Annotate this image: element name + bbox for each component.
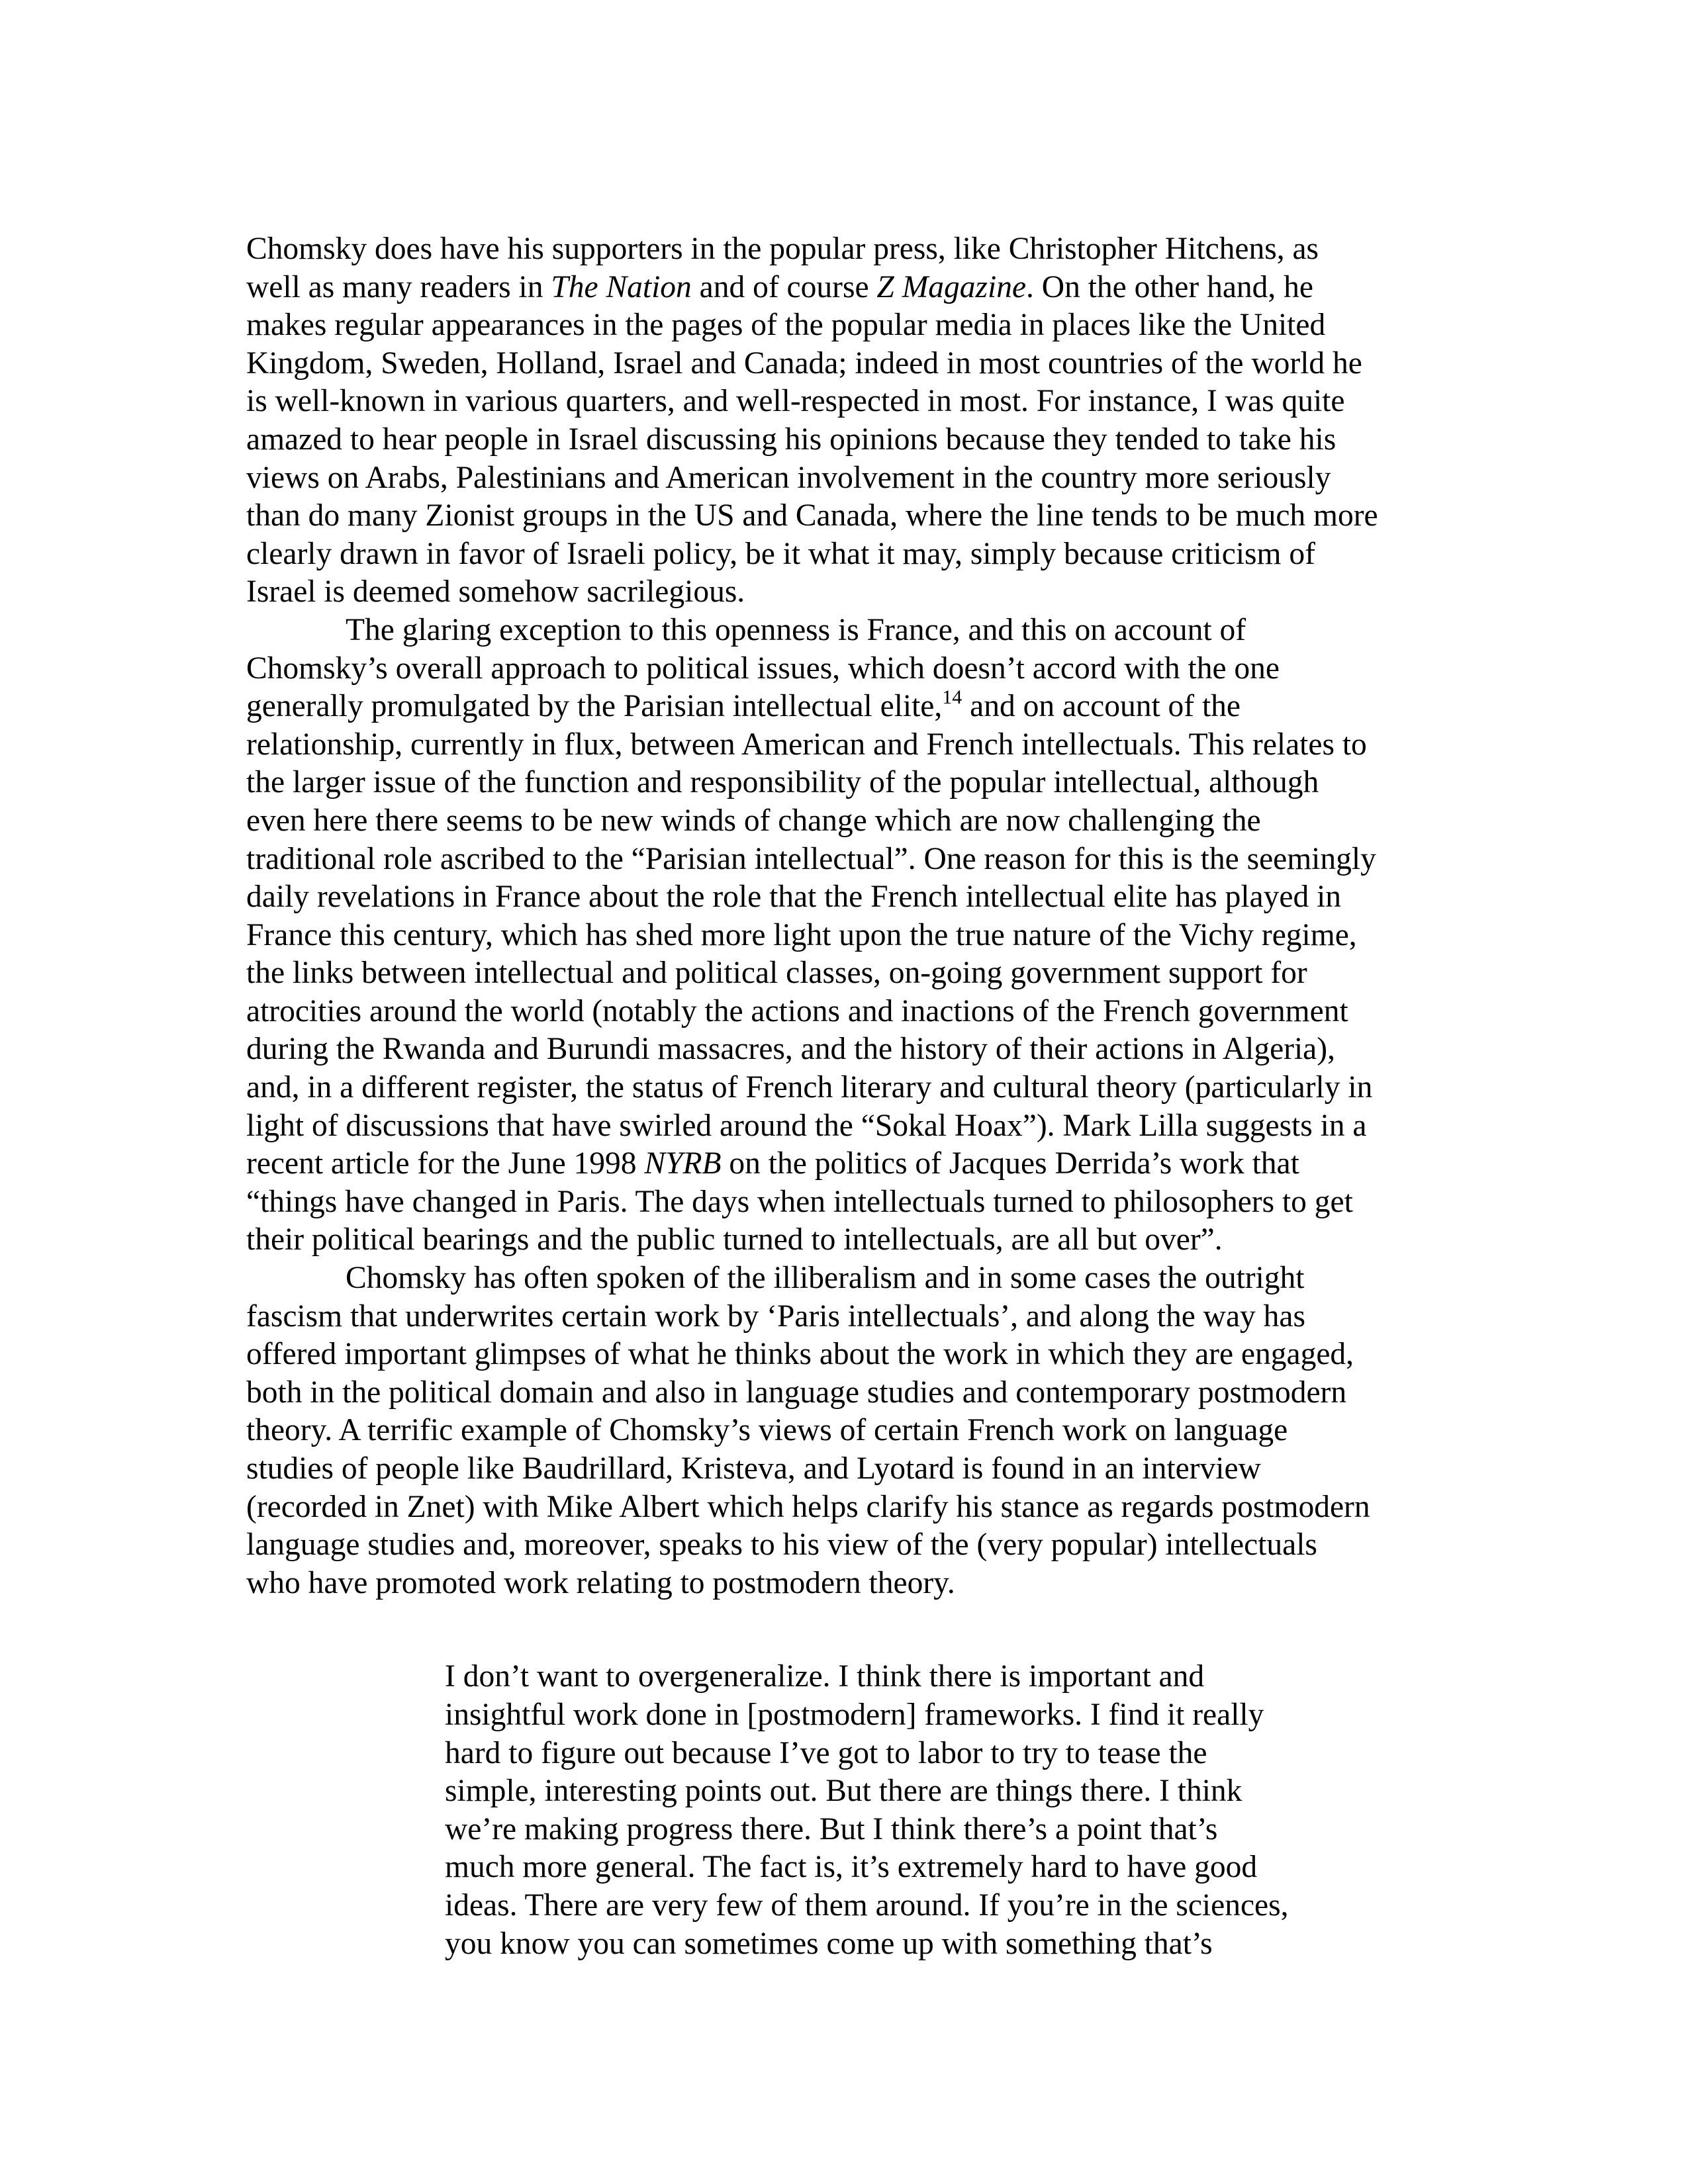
text-line: both in the political domain and also in language studies and contemporary postmodern (246, 1375, 1347, 1410)
text-line: theory. A terrific example of Chomsky’s views of certain French work on language (246, 1413, 1288, 1448)
text-line: daily revelations in France about the role that the French intellectual elite has played in (246, 880, 1342, 915)
text-line (246, 1145, 1442, 1183)
text-line (246, 688, 1442, 726)
quote-line: insightful work done in [postmodern] frameworks. I find it really (445, 1697, 1264, 1732)
text-line: makes regular appearances in the pages of the popular media in places like the United (246, 308, 1326, 343)
text-line: The glaring exception to this openness is France, and this on account of (346, 612, 1246, 647)
text-line: “things have changed in Paris. The days when intellectuals turned to philosophers to get (246, 1184, 1353, 1219)
quote-line: we’re making progress there. But I think there’s a point that’s (445, 1811, 1218, 1846)
quote-line: hard to figure out because I’ve got to labor to try to tease the (445, 1735, 1207, 1770)
paragraph-3 (246, 1259, 1442, 1602)
text-line: traditional role ascribed to the “Parisian intellectual”. One reason for this is the seemingly (246, 841, 1376, 876)
page-body (246, 230, 1442, 1963)
text-line: views on Arabs, Palestinians and American involvement in the country more seriously (246, 460, 1331, 495)
text-line: language studies and, moreover, speaks to his view of the (very popular) intellectuals (246, 1527, 1317, 1563)
text-line: studies of people like Baudrillard, Kristeva, and Lyotard is found in an interview (246, 1451, 1261, 1486)
text-line: is well-known in various quarters, and well-respected in most. For instance, I was quite (246, 384, 1345, 419)
block-quote (445, 1658, 1442, 1963)
text-line: atrocities around the world (notably the actions and inactions of the French government (246, 993, 1348, 1028)
text-line: offered important glimpses of what he thinks about the work in which they are engaged, (246, 1337, 1354, 1372)
publication-title: The Nation (551, 269, 692, 304)
text-line: amazed to hear people in Israel discussing his opinions because they tended to take his (246, 422, 1336, 457)
quote-line: much more general. The fact is, it’s extremely hard to have good (445, 1850, 1258, 1885)
text-line: (recorded in Znet) with Mike Albert which helps clarify his stance as regards postmodern (246, 1489, 1370, 1524)
text-line: light of discussions that have swirled around the “Sokal Hoax”). Mark Lilla suggests in a (246, 1108, 1367, 1143)
text-line: France this century, which has shed more light upon the true nature of the Vichy regime, (246, 917, 1357, 952)
text-line: during the Rwanda and Burundi massacres, and the history of their actions in Algeria), (246, 1032, 1335, 1067)
quote-line: simple, interesting points out. But there are things there. I think (445, 1774, 1243, 1809)
text-line: Chomsky does have his supporters in the popular press, like Christopher Hitchens, as (246, 232, 1319, 266)
text-line: Israel is deemed somehow sacrilegious. (246, 574, 745, 610)
publication-title: Z Magazine (876, 269, 1027, 304)
text-run: well as many readers in (246, 269, 551, 304)
text-line: than do many Zionist groups in the US and Canada, where the line tends to be much more (246, 498, 1378, 533)
paragraph-2 (246, 612, 1442, 1259)
text-line (246, 269, 1442, 307)
text-line: relationship, currently in flux, between American and French intellectuals. This relates to (246, 727, 1367, 762)
text-run: recent article for the June 1998 (246, 1146, 645, 1181)
text-line: fascism that underwrites certain work by ‘Paris intellectuals’, and along the way has (246, 1298, 1305, 1334)
footnote-marker: 14 (942, 686, 962, 709)
text-line: their political bearings and the public turned to intellectuals, are all but over”. (246, 1222, 1223, 1257)
text-line: Chomsky’s overall approach to political issues, which doesn’t accord with the one (246, 651, 1280, 686)
text-line: clearly drawn in favor of Israeli policy, be it what it may, simply because criticism of (246, 536, 1315, 571)
text-run: . On the other hand, he (1026, 269, 1314, 304)
text-run: and on account of the (962, 689, 1241, 724)
text-line: and, in a different register, the status of French literary and cultural theory (particularly in (246, 1070, 1373, 1105)
publication-title: NYRB (644, 1146, 722, 1181)
text-run: generally promulgated by the Parisian intellectual elite, (246, 689, 943, 724)
text-line: the larger issue of the function and responsibility of the popular intellectual, although (246, 765, 1319, 800)
text-line: who have promoted work relating to postmodern theory. (246, 1565, 955, 1600)
text-run: on the politics of Jacques Derrida’s work that (721, 1146, 1299, 1181)
paragraph-1 (246, 230, 1442, 612)
text-line: Chomsky has often spoken of the illiberalism and in some cases the outright (346, 1261, 1305, 1296)
quote-line: you know you can sometimes come up with something that’s (445, 1926, 1213, 1961)
text-line: the links between intellectual and political classes, on-going government support for (246, 956, 1307, 991)
quote-line: ideas. There are very few of them around. If you’re in the sciences, (445, 1888, 1289, 1923)
text-run: and of course (691, 269, 877, 304)
text-line: Kingdom, Sweden, Holland, Israel and Canada; indeed in most countries of the world he (246, 345, 1362, 381)
text-line: even here there seems to be new winds of change which are now challenging the (246, 803, 1261, 838)
quote-line: I don’t want to overgeneralize. I think there is important and (445, 1659, 1205, 1694)
